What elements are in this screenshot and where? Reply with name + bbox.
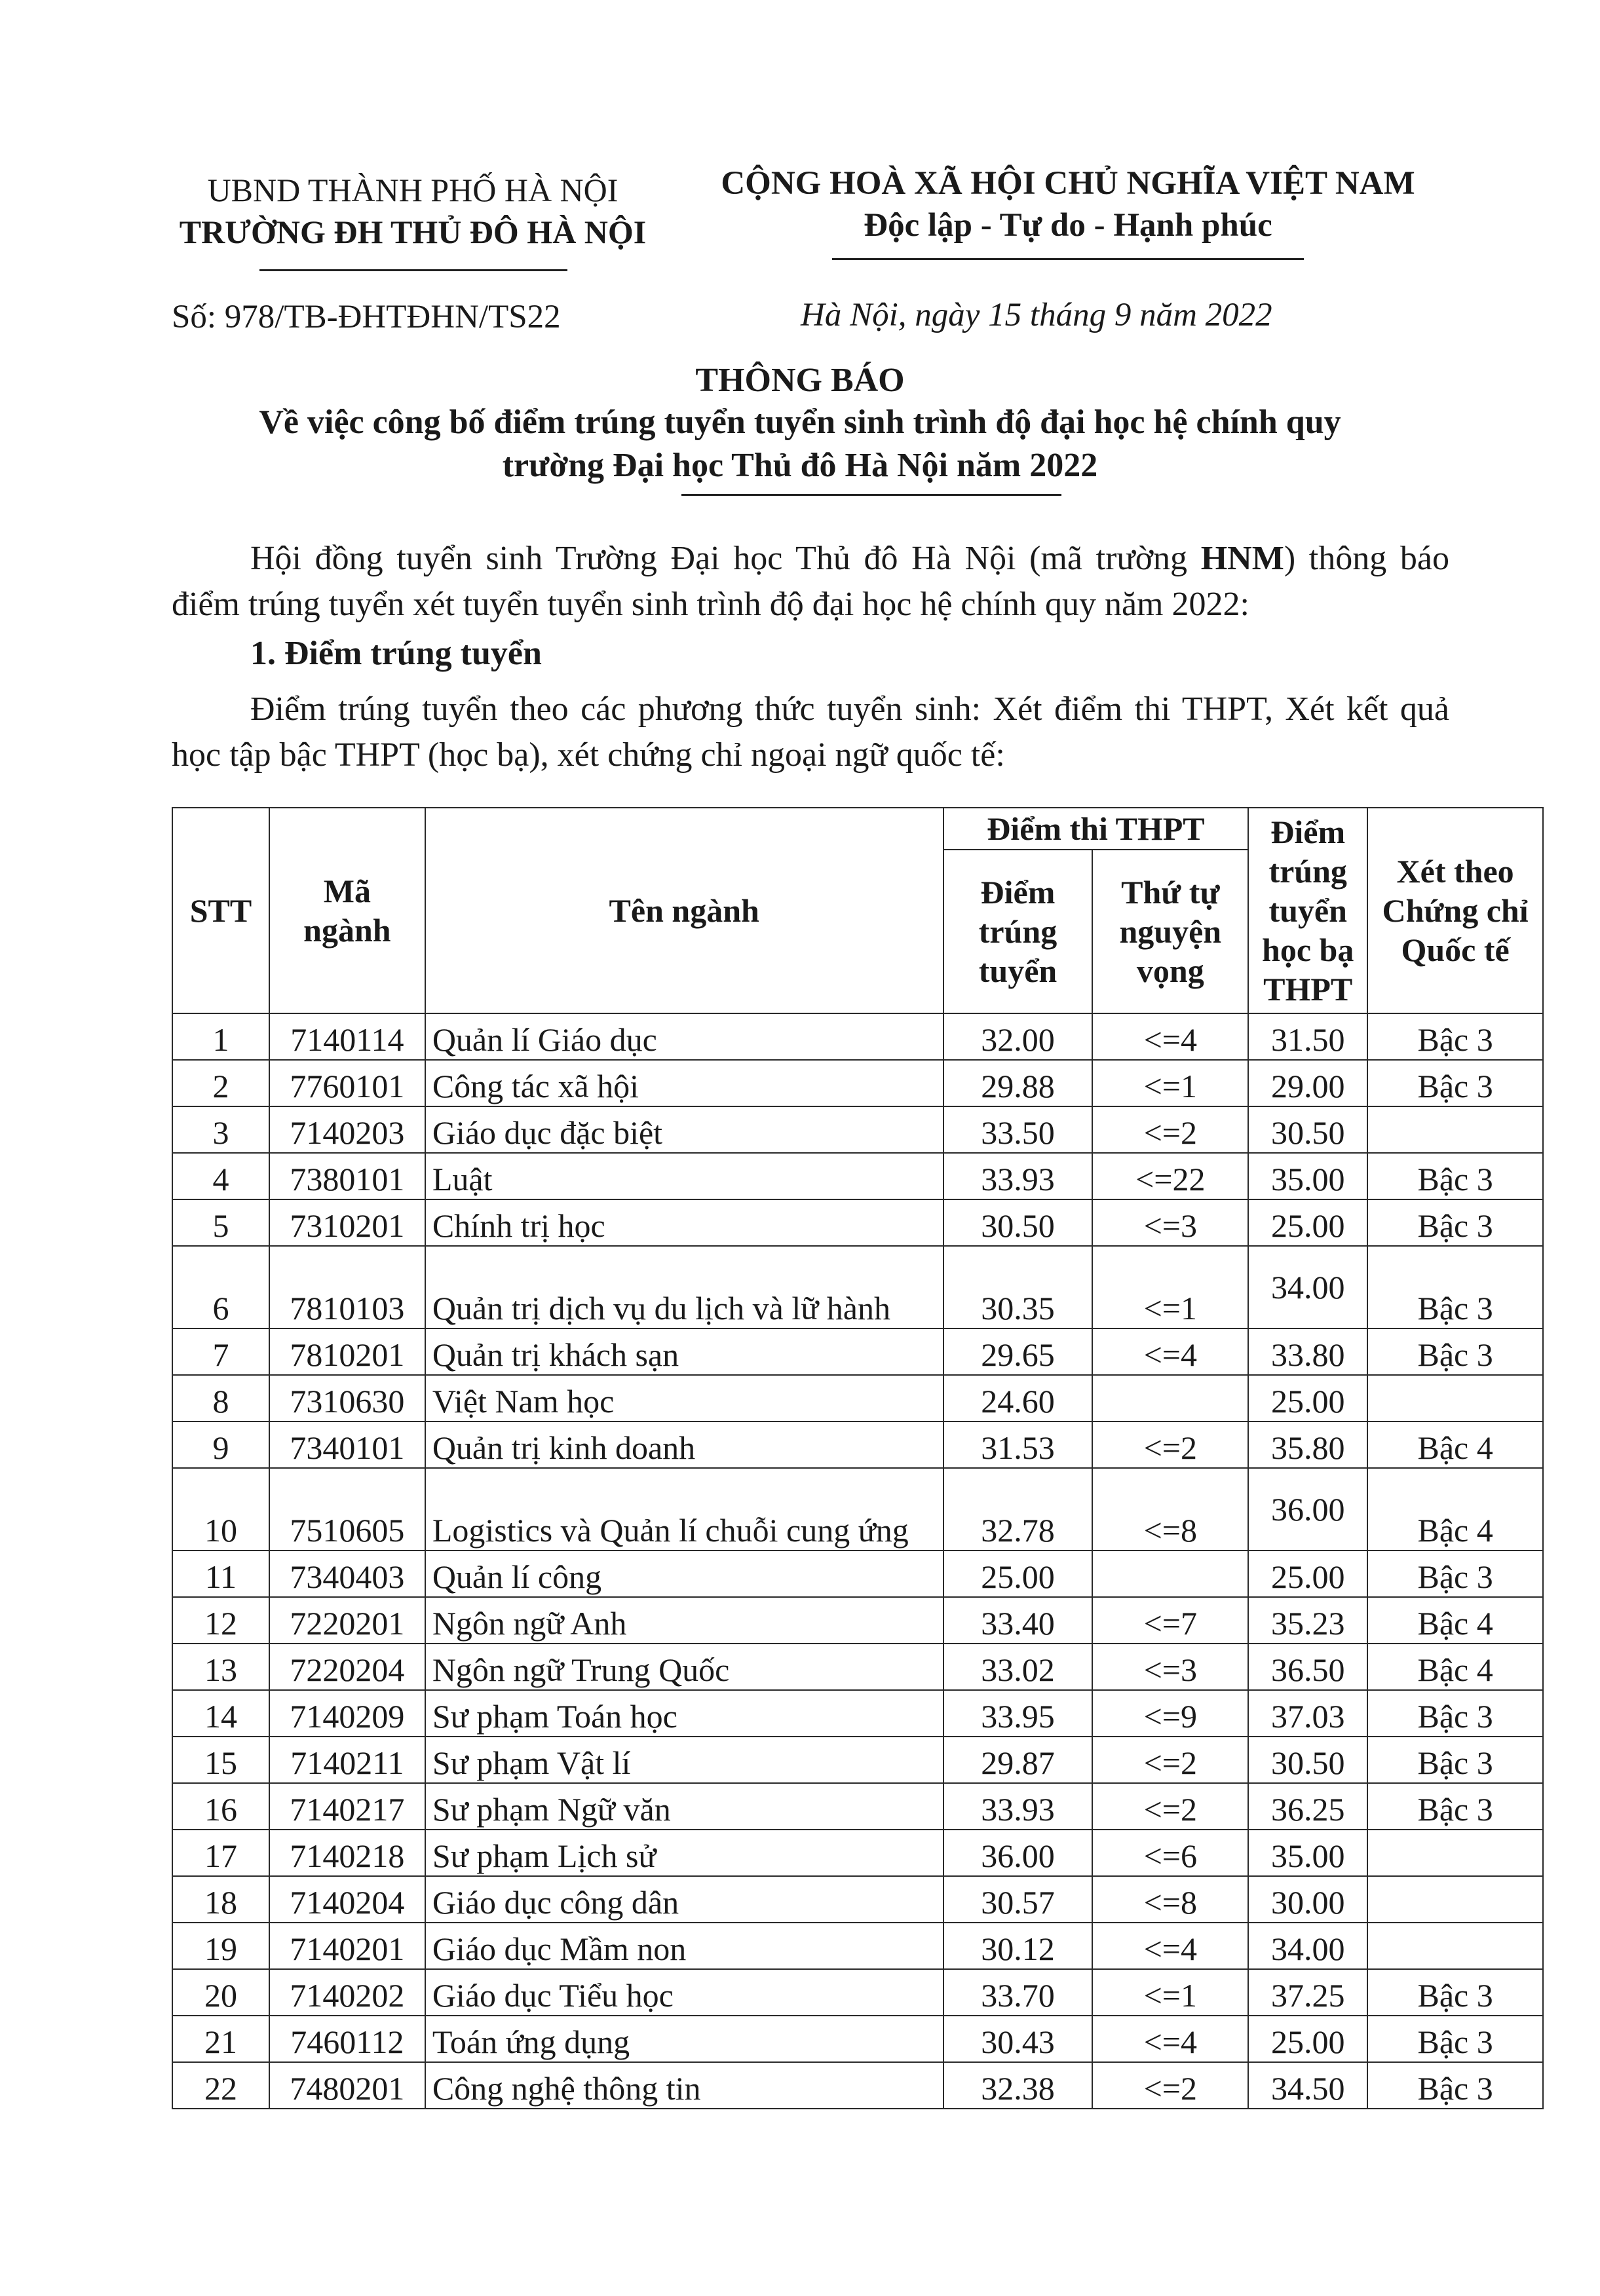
school-code: HNM bbox=[1200, 540, 1284, 577]
cell-stt: 11 bbox=[172, 1551, 269, 1597]
cell-order: <=1 bbox=[1092, 1246, 1248, 1328]
cell-order: <=7 bbox=[1092, 1597, 1248, 1644]
section-heading: 1. Điểm trúng tuyển bbox=[250, 635, 542, 672]
cell-code: 7140201 bbox=[269, 1923, 425, 1969]
header-major-name: Tên ngành bbox=[425, 808, 943, 1013]
national-motto: Độc lập - Tự do - Hạnh phúc bbox=[864, 207, 1272, 244]
cell-intl: Bậc 3 bbox=[1367, 1246, 1543, 1328]
cell-stt: 9 bbox=[172, 1421, 269, 1468]
cell-thpt-score: 30.43 bbox=[943, 2016, 1093, 2062]
cell-hocba-score: 25.00 bbox=[1248, 1375, 1367, 1421]
intro-paragraph bbox=[172, 536, 1449, 628]
cell-order: <=1 bbox=[1092, 1060, 1248, 1106]
cell-thpt-score: 33.93 bbox=[943, 1153, 1093, 1199]
cell-code: 7140217 bbox=[269, 1783, 425, 1830]
table-row bbox=[172, 1690, 1543, 1737]
header-hocba-score: Điểm trúng tuyển học bạ THPT bbox=[1248, 808, 1367, 1013]
cell-hocba-score: 37.25 bbox=[1248, 1969, 1367, 2016]
intro-text-start: Hội đồng tuyển sinh Trường Đại học Thủ đô Hà Nội (mã trường bbox=[250, 540, 1201, 577]
cell-stt: 12 bbox=[172, 1597, 269, 1644]
cell-name: Luật bbox=[425, 1153, 943, 1199]
cell-code: 7140211 bbox=[269, 1737, 425, 1783]
cell-hocba-score: 25.00 bbox=[1248, 1199, 1367, 1246]
header-preference-order: Thứ tự nguyện vọng bbox=[1092, 850, 1248, 1013]
cell-stt: 6 bbox=[172, 1246, 269, 1328]
cell-order: <=4 bbox=[1092, 1013, 1248, 1060]
intro-text-end: ) thông báo điểm trúng tuyển xét tuyển tuyển sinh trình độ đại học hệ chính quy năm 2022: bbox=[172, 540, 1449, 623]
cell-thpt-score: 33.95 bbox=[943, 1690, 1093, 1737]
cell-hocba-score: 34.50 bbox=[1248, 2062, 1367, 2109]
country-name: CỘNG HOÀ XÃ HỘI CHỦ NGHĨA VIỆT NAM bbox=[721, 165, 1415, 202]
cell-code: 7140204 bbox=[269, 1876, 425, 1923]
table-row bbox=[172, 1153, 1543, 1199]
cell-hocba-score: 25.00 bbox=[1248, 1551, 1367, 1597]
cell-stt: 14 bbox=[172, 1690, 269, 1737]
cell-hocba-score: 35.80 bbox=[1248, 1421, 1367, 1468]
cell-code: 7140218 bbox=[269, 1830, 425, 1876]
cell-hocba-score: 30.00 bbox=[1248, 1876, 1367, 1923]
cell-order bbox=[1092, 1551, 1248, 1597]
cell-code: 7480201 bbox=[269, 2062, 425, 2109]
document-date: Hà Nội, ngày 15 tháng 9 năm 2022 bbox=[801, 297, 1272, 333]
table-row bbox=[172, 1597, 1543, 1644]
cell-hocba-score: 34.00 bbox=[1248, 1923, 1367, 1969]
cell-order: <=6 bbox=[1092, 1830, 1248, 1876]
cell-hocba-score: 25.00 bbox=[1248, 2016, 1367, 2062]
cell-code: 7310201 bbox=[269, 1199, 425, 1246]
cell-name: Quản lí Giáo dục bbox=[425, 1013, 943, 1060]
cell-thpt-score: 32.78 bbox=[943, 1468, 1093, 1551]
header-major-code: Mã ngành bbox=[269, 808, 425, 1013]
cell-name: Ngôn ngữ Trung Quốc bbox=[425, 1644, 943, 1690]
cell-code: 7340101 bbox=[269, 1421, 425, 1468]
cell-name: Ngôn ngữ Anh bbox=[425, 1597, 943, 1644]
cell-order: <=22 bbox=[1092, 1153, 1248, 1199]
table-row bbox=[172, 1421, 1543, 1468]
cell-stt: 22 bbox=[172, 2062, 269, 2109]
cell-intl bbox=[1367, 1375, 1543, 1421]
cell-order: <=2 bbox=[1092, 1106, 1248, 1153]
cell-thpt-score: 29.65 bbox=[943, 1328, 1093, 1375]
cell-stt: 10 bbox=[172, 1468, 269, 1551]
cell-stt: 4 bbox=[172, 1153, 269, 1199]
cell-stt: 20 bbox=[172, 1969, 269, 2016]
cell-thpt-score: 33.40 bbox=[943, 1597, 1093, 1644]
cell-stt: 7 bbox=[172, 1328, 269, 1375]
cell-name: Quản trị kinh doanh bbox=[425, 1421, 943, 1468]
table-row bbox=[172, 1328, 1543, 1375]
cell-thpt-score: 30.12 bbox=[943, 1923, 1093, 1969]
table-row bbox=[172, 1375, 1543, 1421]
table-row bbox=[172, 1551, 1543, 1597]
cell-order: <=4 bbox=[1092, 1923, 1248, 1969]
cell-intl: Bậc 3 bbox=[1367, 1328, 1543, 1375]
document-title: THÔNG BÁO bbox=[695, 362, 905, 399]
cell-name: Sư phạm Vật lí bbox=[425, 1737, 943, 1783]
cell-name: Sư phạm Toán học bbox=[425, 1690, 943, 1737]
cell-code: 7220204 bbox=[269, 1644, 425, 1690]
table-row bbox=[172, 1013, 1543, 1060]
table-row bbox=[172, 1199, 1543, 1246]
cell-stt: 13 bbox=[172, 1644, 269, 1690]
table-row bbox=[172, 1060, 1543, 1106]
header-intl-certificate: Xét theo Chứng chỉ Quốc tế bbox=[1367, 808, 1543, 1013]
cell-name: Quản trị khách sạn bbox=[425, 1328, 943, 1375]
table-row bbox=[172, 2062, 1543, 2109]
admission-scores-table bbox=[172, 807, 1544, 2109]
cell-intl: Bậc 4 bbox=[1367, 1644, 1543, 1690]
cell-hocba-score: 31.50 bbox=[1248, 1013, 1367, 1060]
table-row bbox=[172, 1644, 1543, 1690]
cell-name: Công tác xã hội bbox=[425, 1060, 943, 1106]
cell-order: <=4 bbox=[1092, 2016, 1248, 2062]
issuer-block bbox=[151, 169, 675, 253]
motto-underline bbox=[832, 258, 1304, 260]
cell-code: 7810103 bbox=[269, 1246, 425, 1328]
cell-order: <=2 bbox=[1092, 1421, 1248, 1468]
document-number: Số: 978/TB-ĐHTĐHN/TS22 bbox=[172, 299, 561, 335]
cell-hocba-score: 36.50 bbox=[1248, 1644, 1367, 1690]
cell-intl: Bậc 3 bbox=[1367, 1153, 1543, 1199]
cell-code: 7310630 bbox=[269, 1375, 425, 1421]
cell-thpt-score: 30.50 bbox=[943, 1199, 1093, 1246]
cell-order: <=8 bbox=[1092, 1468, 1248, 1551]
cell-code: 7140114 bbox=[269, 1013, 425, 1060]
cell-stt: 16 bbox=[172, 1783, 269, 1830]
cell-thpt-score: 24.60 bbox=[943, 1375, 1093, 1421]
cell-name: Sư phạm Ngữ văn bbox=[425, 1783, 943, 1830]
cell-stt: 1 bbox=[172, 1013, 269, 1060]
cell-stt: 3 bbox=[172, 1106, 269, 1153]
cell-code: 7340403 bbox=[269, 1551, 425, 1597]
cell-thpt-score: 33.02 bbox=[943, 1644, 1093, 1690]
table-row bbox=[172, 1468, 1543, 1551]
cell-hocba-score: 36.25 bbox=[1248, 1783, 1367, 1830]
cell-intl: Bậc 3 bbox=[1367, 1783, 1543, 1830]
header-stt: STT bbox=[172, 808, 269, 1013]
document-subtitle-line2: trường Đại học Thủ đô Hà Nội năm 2022 bbox=[502, 447, 1098, 484]
cell-code: 7380101 bbox=[269, 1153, 425, 1199]
cell-code: 7760101 bbox=[269, 1060, 425, 1106]
cell-intl: Bậc 3 bbox=[1367, 1969, 1543, 2016]
cell-thpt-score: 33.70 bbox=[943, 1969, 1093, 2016]
cell-name: Giáo dục công dân bbox=[425, 1876, 943, 1923]
cell-order: <=3 bbox=[1092, 1199, 1248, 1246]
cell-intl bbox=[1367, 1830, 1543, 1876]
cell-stt: 5 bbox=[172, 1199, 269, 1246]
cell-hocba-score: 29.00 bbox=[1248, 1060, 1367, 1106]
cell-thpt-score: 29.87 bbox=[943, 1737, 1093, 1783]
table-row bbox=[172, 2016, 1543, 2062]
cell-thpt-score: 25.00 bbox=[943, 1551, 1093, 1597]
cell-code: 7460112 bbox=[269, 2016, 425, 2062]
cell-hocba-score: 30.50 bbox=[1248, 1737, 1367, 1783]
cell-hocba-score: 35.00 bbox=[1248, 1830, 1367, 1876]
cell-thpt-score: 33.50 bbox=[943, 1106, 1093, 1153]
cell-name: Quản lí công bbox=[425, 1551, 943, 1597]
cell-intl: Bậc 3 bbox=[1367, 1551, 1543, 1597]
cell-order: <=9 bbox=[1092, 1690, 1248, 1737]
cell-intl: Bậc 3 bbox=[1367, 1060, 1543, 1106]
cell-name: Sư phạm Lịch sử bbox=[425, 1830, 943, 1876]
table-row bbox=[172, 1830, 1543, 1876]
cell-name: Giáo dục Mầm non bbox=[425, 1923, 943, 1969]
cell-code: 7510605 bbox=[269, 1468, 425, 1551]
cell-thpt-score: 36.00 bbox=[943, 1830, 1093, 1876]
cell-order: <=8 bbox=[1092, 1876, 1248, 1923]
cell-order: <=3 bbox=[1092, 1644, 1248, 1690]
cell-intl: Bậc 3 bbox=[1367, 2062, 1543, 2109]
cell-hocba-score: 34.00 bbox=[1248, 1246, 1367, 1328]
cell-name: Logistics và Quản lí chuỗi cung ứng bbox=[425, 1468, 943, 1551]
cell-order: <=4 bbox=[1092, 1328, 1248, 1375]
section-paragraph: Điểm trúng tuyển theo các phương thức tuyển sinh: Xét điểm thi THPT, Xét kết quả học tập bậc THPT (học bạ), xét chứng chỉ ngoại ngữ quốc tế: bbox=[172, 690, 1449, 774]
cell-name: Việt Nam học bbox=[425, 1375, 943, 1421]
cell-intl: Bậc 3 bbox=[1367, 2016, 1543, 2062]
cell-order: <=2 bbox=[1092, 2062, 1248, 2109]
cell-stt: 21 bbox=[172, 2016, 269, 2062]
national-motto-block bbox=[681, 162, 1455, 246]
cell-thpt-score: 32.38 bbox=[943, 2062, 1093, 2109]
table-row bbox=[172, 1783, 1543, 1830]
table-row bbox=[172, 1876, 1543, 1923]
issuer-name: TRƯỜNG ĐH THỦ ĐÔ HÀ NỘI bbox=[179, 214, 647, 250]
cell-hocba-score: 35.00 bbox=[1248, 1153, 1367, 1199]
cell-intl: Bậc 4 bbox=[1367, 1421, 1543, 1468]
cell-stt: 2 bbox=[172, 1060, 269, 1106]
table-row bbox=[172, 1246, 1543, 1328]
cell-intl: Bậc 4 bbox=[1367, 1468, 1543, 1551]
cell-thpt-score: 30.35 bbox=[943, 1246, 1093, 1328]
cell-order bbox=[1092, 1375, 1248, 1421]
cell-intl bbox=[1367, 1923, 1543, 1969]
cell-code: 7140202 bbox=[269, 1969, 425, 2016]
cell-order: <=1 bbox=[1092, 1969, 1248, 2016]
cell-name: Giáo dục Tiểu học bbox=[425, 1969, 943, 2016]
cell-order: <=2 bbox=[1092, 1783, 1248, 1830]
cell-thpt-score: 30.57 bbox=[943, 1876, 1093, 1923]
cell-hocba-score: 36.00 bbox=[1248, 1468, 1367, 1551]
cell-stt: 8 bbox=[172, 1375, 269, 1421]
cell-thpt-score: 31.53 bbox=[943, 1421, 1093, 1468]
title-underline bbox=[681, 494, 1061, 496]
issuer-parent: UBND THÀNH PHỐ HÀ NỘI bbox=[207, 172, 619, 208]
cell-intl bbox=[1367, 1106, 1543, 1153]
cell-intl: Bậc 4 bbox=[1367, 1597, 1543, 1644]
cell-order: <=2 bbox=[1092, 1737, 1248, 1783]
table-row bbox=[172, 1923, 1543, 1969]
cell-hocba-score: 35.23 bbox=[1248, 1597, 1367, 1644]
cell-thpt-score: 32.00 bbox=[943, 1013, 1093, 1060]
cell-code: 7220201 bbox=[269, 1597, 425, 1644]
cell-thpt-score: 33.93 bbox=[943, 1783, 1093, 1830]
table-row bbox=[172, 1106, 1543, 1153]
cell-stt: 15 bbox=[172, 1737, 269, 1783]
header-thpt-score: Điểm trúng tuyển bbox=[943, 850, 1093, 1013]
cell-code: 7810201 bbox=[269, 1328, 425, 1375]
cell-name: Quản trị dịch vụ du lịch và lữ hành bbox=[425, 1246, 943, 1328]
cell-intl: Bậc 3 bbox=[1367, 1013, 1543, 1060]
issuer-underline bbox=[259, 269, 567, 271]
cell-code: 7140203 bbox=[269, 1106, 425, 1153]
cell-stt: 17 bbox=[172, 1830, 269, 1876]
cell-name: Giáo dục đặc biệt bbox=[425, 1106, 943, 1153]
cell-name: Toán ứng dụng bbox=[425, 2016, 943, 2062]
header-thpt-group: Điểm thi THPT bbox=[943, 808, 1249, 850]
cell-code: 7140209 bbox=[269, 1690, 425, 1737]
document-subtitle-line1: Về việc công bố điểm trúng tuyển tuyển sinh trình độ đại học hệ chính quy bbox=[259, 404, 1341, 441]
cell-stt: 19 bbox=[172, 1923, 269, 1969]
cell-hocba-score: 37.03 bbox=[1248, 1690, 1367, 1737]
cell-name: Chính trị học bbox=[425, 1199, 943, 1246]
cell-name: Công nghệ thông tin bbox=[425, 2062, 943, 2109]
cell-intl: Bậc 3 bbox=[1367, 1199, 1543, 1246]
table-row bbox=[172, 1969, 1543, 2016]
cell-thpt-score: 29.88 bbox=[943, 1060, 1093, 1106]
cell-intl: Bậc 3 bbox=[1367, 1690, 1543, 1737]
table-row bbox=[172, 1737, 1543, 1783]
cell-intl bbox=[1367, 1876, 1543, 1923]
cell-intl: Bậc 3 bbox=[1367, 1737, 1543, 1783]
cell-hocba-score: 30.50 bbox=[1248, 1106, 1367, 1153]
cell-stt: 18 bbox=[172, 1876, 269, 1923]
cell-hocba-score: 33.80 bbox=[1248, 1328, 1367, 1375]
